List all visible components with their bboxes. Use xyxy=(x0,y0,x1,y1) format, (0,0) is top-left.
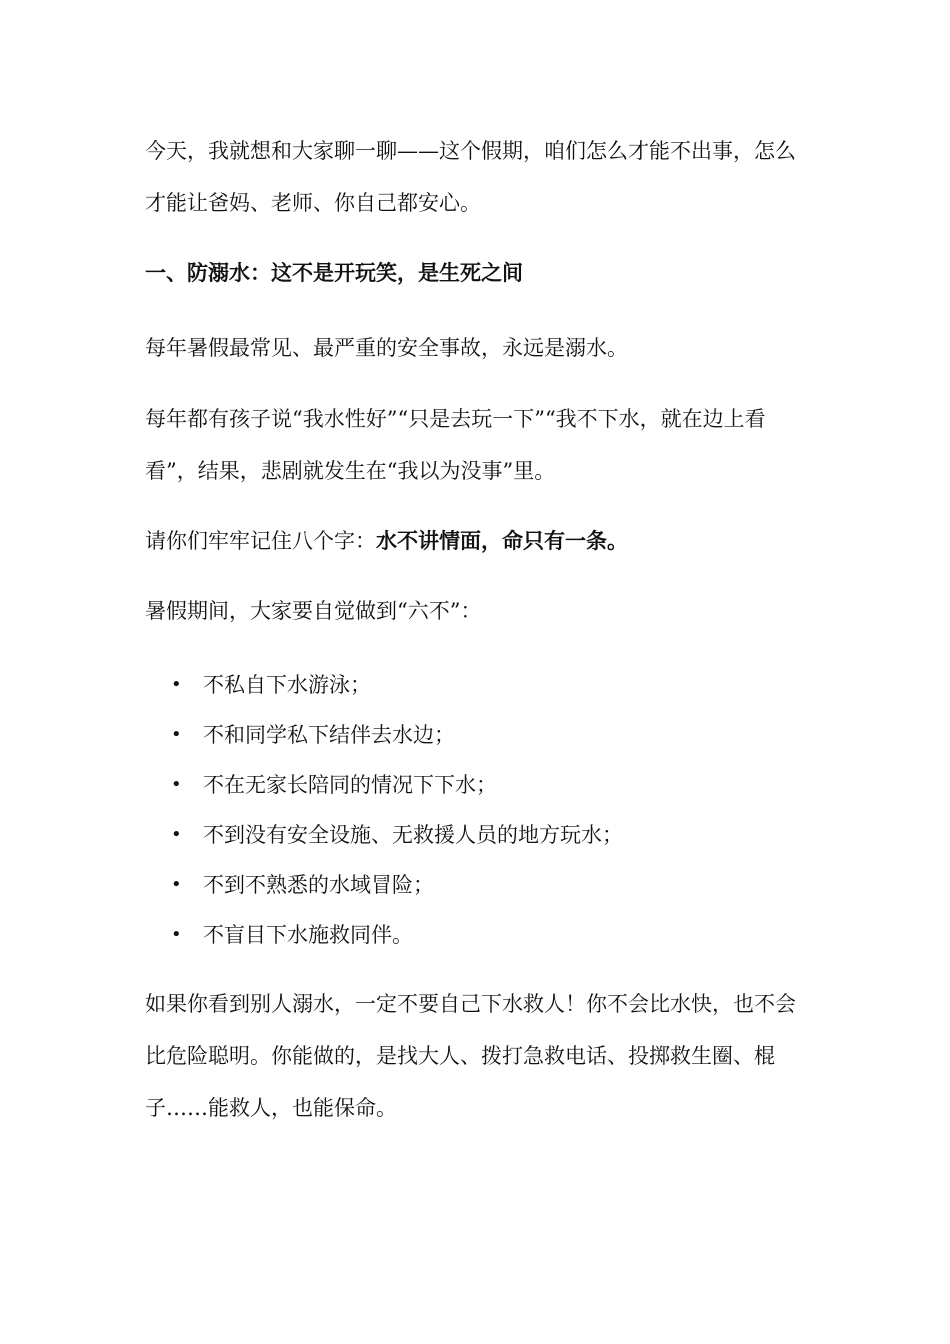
bullet-icon: • xyxy=(171,674,182,695)
bullet-icon: • xyxy=(171,924,182,945)
bullet-icon: • xyxy=(171,774,182,795)
list-item xyxy=(145,860,810,910)
list-item-text: 不和同学私下结伴去水边； xyxy=(203,723,455,747)
eight-words-prefix: 请你们牢牢记住八个字： xyxy=(145,529,376,553)
paragraph-six-nos-intro: 暑假期间，大家要自觉做到“六不”： xyxy=(145,599,482,623)
paragraph-excuses: 每年都有孩子说“我水性好”“只是去玩一下”“我不下水，就在边上看看”，结果，悲剧就发生在“我以为没事”里。 xyxy=(145,407,766,483)
bullet-icon: • xyxy=(171,874,182,895)
intro-paragraph: 今天，我就想和大家聊一聊——这个假期，咱们怎么才能不出事，怎么才能让爸妈、老师、你自己都安心。 xyxy=(145,139,796,215)
list-item-text: 不到不熟悉的水域冒险； xyxy=(203,873,434,897)
paragraph-eight-words xyxy=(145,515,810,567)
eight-words-emphasis: 水不讲情面，命只有一条。 xyxy=(376,528,628,553)
section-heading-drowning: 一、防溺水：这不是开玩笑，是生死之间 xyxy=(145,260,523,285)
bullet-icon: • xyxy=(171,724,182,745)
six-nos-list xyxy=(145,660,810,960)
paragraph-rescue-advice: 如果你看到别人溺水，一定不要自己下水救人！你不会比水快，也不会比危险聪明。你能做的，是找大人、拨打急救电话、投掷救生圈、棍子……能救人，也能保命。 xyxy=(145,992,796,1120)
list-item xyxy=(145,660,810,710)
list-item xyxy=(145,910,810,960)
list-item-text: 不盲目下水施救同伴。 xyxy=(203,923,413,947)
list-item xyxy=(145,810,810,860)
paragraph-common-accident: 每年暑假最常见、最严重的安全事故，永远是溺水。 xyxy=(145,336,628,360)
list-item xyxy=(145,760,810,810)
list-item-text: 不在无家长陪同的情况下下水； xyxy=(203,773,497,797)
list-item-text: 不私自下水游泳； xyxy=(203,673,371,697)
list-item xyxy=(145,710,810,760)
bullet-icon: • xyxy=(171,824,182,845)
list-item-text: 不到没有安全设施、无救援人员的地方玩水； xyxy=(203,823,623,847)
